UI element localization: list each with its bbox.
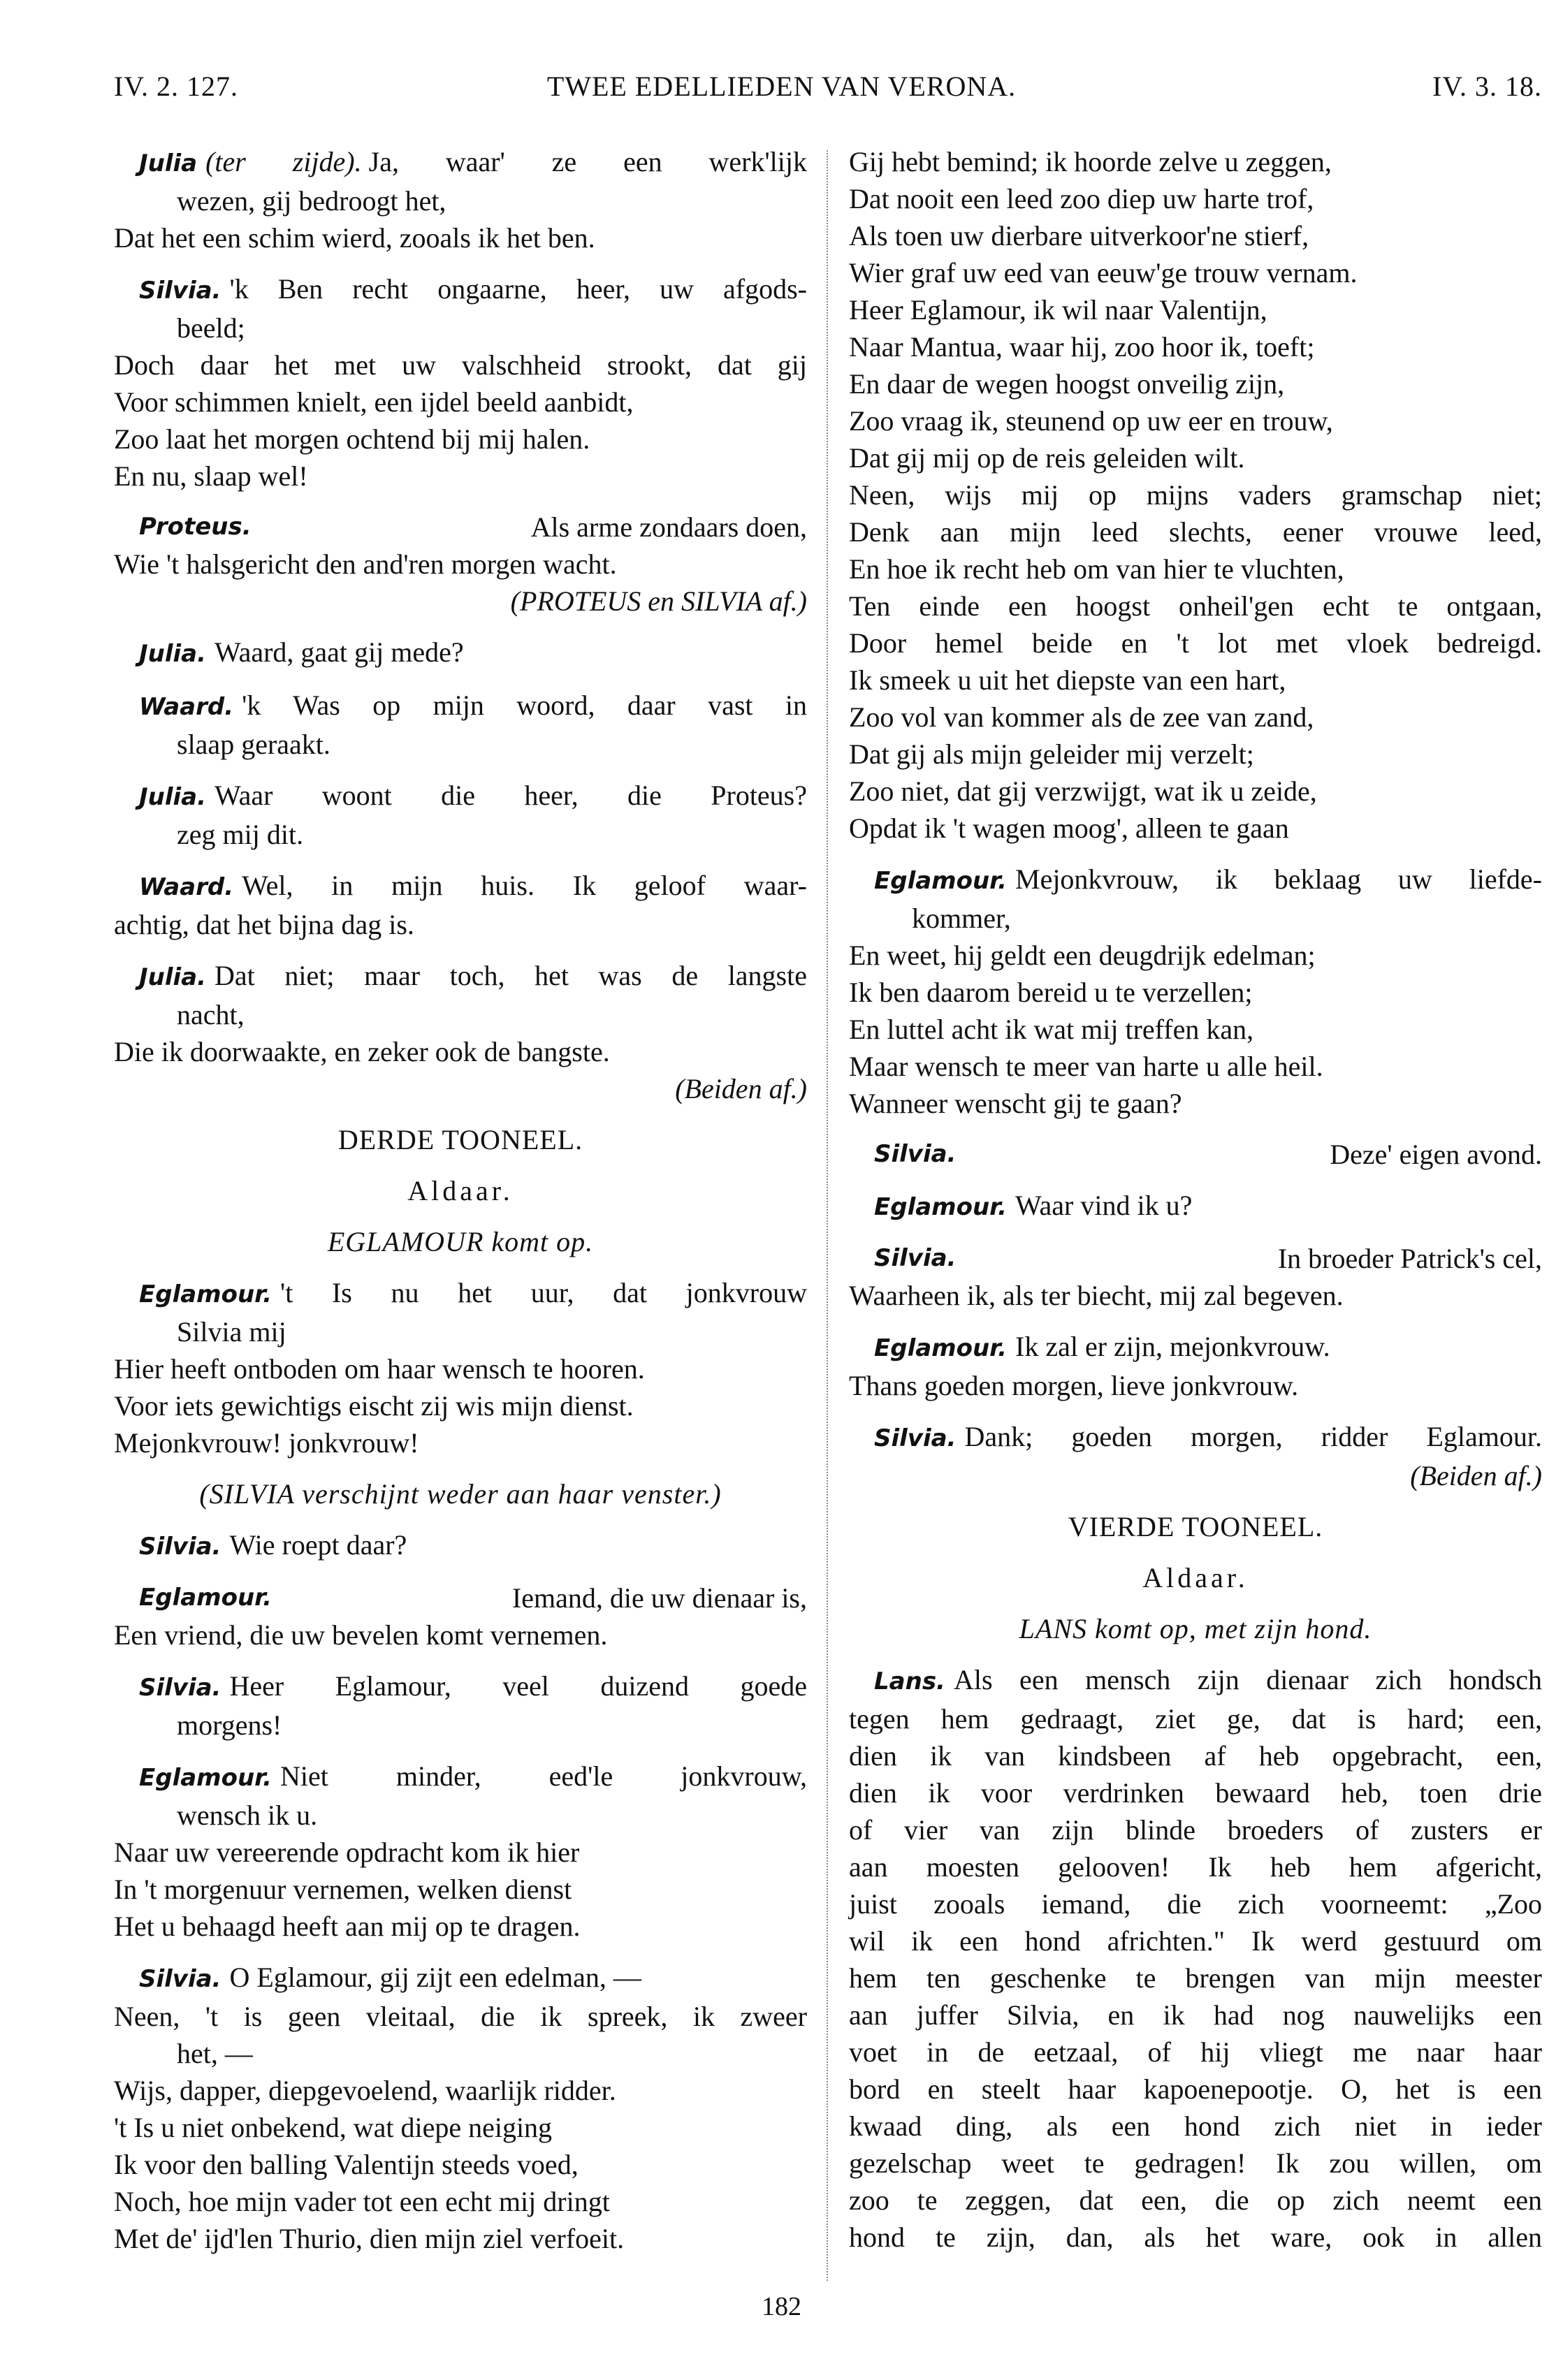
line-text: Ten einde een hoogst onheil'gen echt te ontgaan, (849, 590, 1542, 622)
text-line (849, 1996, 1542, 2034)
speaker-name: Julia. (139, 783, 207, 811)
speaker-name: Silvia. (874, 1140, 957, 1168)
text-line (849, 2034, 1542, 2071)
scene-heading (114, 1223, 807, 1260)
line-text: Die ik doorwaakte, en zeker ook de bangste. (114, 1036, 610, 1067)
text-line (114, 687, 807, 726)
speech-block (849, 1187, 1542, 1226)
running-header-right-ref: IV. 3. 18. (1432, 71, 1542, 102)
line-text: Zoo niet, dat gij verzwijgt, wat ik u zeide, (849, 775, 1317, 807)
speaker-name: Lans. (874, 1667, 945, 1695)
speaker-name: Julia (139, 149, 198, 177)
text-line (114, 1121, 807, 1158)
text-line (849, 587, 1542, 625)
line-text: Denk aan mijn leed slechts, eener vrouwe leed, (849, 516, 1542, 548)
line-text: hond te zijn, dan, als het ware, ook in allen (849, 2221, 1542, 2253)
scene-heading (849, 1508, 1542, 1545)
text-line (849, 439, 1542, 476)
text-line (849, 513, 1542, 550)
text-line (849, 1187, 1542, 1226)
text-line (114, 1797, 807, 1834)
speaker-name: Eglamour. (874, 1334, 1007, 1362)
line-text: zeg mij dit. (177, 819, 304, 850)
line-text: Heer Eglamour, ik wil naar Valentijn, (849, 294, 1267, 326)
line-text: Waar vind ik u? (1015, 1190, 1193, 1221)
line-text: Gij hebt bemind; ik hoorde zelve u zeggen, (849, 146, 1332, 177)
text-line (849, 736, 1542, 773)
line-text: 'k Was op mijn woord, daar vast in (242, 689, 807, 721)
speaker-name: Eglamour. (874, 867, 1007, 895)
speaker-name: Silvia. (874, 1424, 957, 1452)
line-text: Met de' ijd'len Thurio, dien mijn ziel verfoeit. (114, 2223, 625, 2254)
line-text: Doch daar het met uw valschheid strookt, dat gij (114, 349, 807, 381)
text-line (114, 1313, 807, 1350)
text-line (114, 777, 807, 816)
speaker-name: Julia. (139, 640, 207, 668)
text-line (114, 2035, 807, 2072)
line-text: Dat gij mij op de reis geleiden wilt. (849, 442, 1245, 474)
speech-block (849, 861, 1542, 1122)
text-line (849, 1922, 1542, 1959)
speaker-name: Waard. (139, 693, 234, 721)
text-line (114, 2183, 807, 2220)
text-line (849, 2219, 1542, 2256)
stage-direction: (Beiden af.) (1410, 1460, 1542, 1491)
line-text: kommer, (912, 903, 1011, 934)
line-text: Zoo vraag ik, steunend op uw eer en trouw, (849, 405, 1333, 437)
line-text: beeld; (177, 312, 245, 344)
speech-block (114, 1579, 807, 1653)
line-text: En luttel acht ik wat mij treffen kan, (849, 1014, 1254, 1045)
text-line (849, 2182, 1542, 2219)
line-text: Zoo laat het morgen ochtend bij mij halen. (114, 423, 590, 455)
text-line (849, 1085, 1542, 1122)
text-line (849, 1737, 1542, 1774)
text-line (849, 1700, 1542, 1737)
speech-block (114, 509, 807, 620)
text-line (849, 328, 1542, 365)
text-line (114, 996, 807, 1033)
line-text: slaap geraakt. (177, 729, 330, 760)
line-text: VIERDE TOONEEL. (1068, 1511, 1323, 1542)
line-text: Ik smeek u uit het diepste van een hart, (849, 664, 1286, 696)
text-line (114, 458, 807, 495)
text-line (114, 1526, 807, 1565)
text-line (849, 1011, 1542, 1048)
text-line (849, 217, 1542, 254)
text-line (849, 773, 1542, 810)
text-line (849, 1959, 1542, 1996)
text-line (114, 1579, 807, 1616)
line-text: Een vriend, die uw bevelen komt vernemen. (114, 1619, 608, 1651)
text-line (849, 2108, 1542, 2145)
text-line (114, 546, 807, 583)
line-text: juist zooals iemand, die zich voorneemt: „Zoo (849, 1888, 1542, 1920)
scene-heading (114, 1172, 807, 1209)
line-text: Aldaar. (407, 1175, 514, 1206)
line-text: In 't morgenuur vernemen, welken dienst (114, 1874, 572, 1905)
line-text: Als arme zondaars doen, (530, 511, 807, 543)
line-text: En nu, slaap wel! (114, 460, 308, 492)
text-line (114, 509, 807, 546)
text-line (849, 662, 1542, 699)
text-line (849, 1774, 1542, 1811)
line-text: wil ik een hond africhten." Ik werd gestuurd om (849, 1925, 1542, 1957)
line-text: Ik voor den balling Valentijn steeds voed, (114, 2149, 579, 2180)
line-text: Heer Eglamour, veel duizend goede (229, 1670, 807, 1702)
speech-block (114, 1526, 807, 1565)
speech-block (114, 634, 807, 673)
speech-block (114, 143, 807, 256)
speech-block (114, 687, 807, 763)
line-text: achtig, dat het bijna dag is. (114, 909, 414, 940)
line-text: Dat het een schim wierd, zooals ik het ben. (114, 222, 595, 254)
text-line (114, 1475, 807, 1512)
text-line (114, 957, 807, 996)
text-line (114, 1834, 807, 1871)
line-text: Wanneer wenscht gij te gaan? (849, 1088, 1182, 1119)
text-line (114, 1350, 807, 1387)
speaker-name: Eglamour. (874, 1193, 1007, 1221)
line-text: Maar wensch te meer van harte u alle heil. (849, 1051, 1323, 1082)
text-line (114, 1758, 807, 1797)
line-text: Silvia mij (177, 1316, 286, 1348)
text-line (114, 2109, 807, 2146)
line-text: Waard, gaat gij mede? (215, 636, 464, 668)
line-text: nacht, (177, 999, 245, 1030)
line-text: Ik zal er zijn, mejonkvrouw. (1015, 1331, 1330, 1362)
line-text: Aldaar. (1142, 1562, 1249, 1593)
line-text: Dat gij als mijn geleider mij verzelt; (849, 738, 1254, 770)
stage-direction: (PROTEUS en SILVIA af.) (510, 585, 807, 617)
text-line (849, 861, 1542, 900)
line-text: Wie 't halsgericht den and'ren morgen wacht. (114, 548, 617, 580)
line-text: Opdat ik 't wagen moog', alleen te gaan (849, 812, 1289, 844)
line-text: DERDE TOONEEL. (337, 1124, 583, 1155)
line-text: morgens! (177, 1709, 282, 1741)
text-line (114, 2072, 807, 2109)
speech-block (849, 1661, 1542, 2256)
speaker-name: Julia. (139, 963, 207, 991)
line-text: Hier heeft ontboden om haar wensch te hooren. (114, 1353, 645, 1385)
text-line (849, 1811, 1542, 1848)
line-text: Noch, hoe mijn vader tot een echt mij dringt (114, 2186, 610, 2217)
stage-direction: (SILVIA verschijnt weder aan haar venster.) (199, 1478, 722, 1510)
speech-block (114, 777, 807, 853)
text-line (114, 583, 807, 620)
line-text: Door hemel beide en 't lot met vloek bedreigd. (849, 627, 1542, 659)
speech-block (849, 1328, 1542, 1404)
speaker-name: Eglamour. (139, 1280, 272, 1308)
text-line (849, 810, 1542, 847)
line-text: O Eglamour, gij zijt een edelman, — (229, 1962, 641, 1993)
speaker-name: Proteus. (139, 513, 252, 541)
text-line (849, 180, 1542, 217)
text-line (849, 900, 1542, 937)
scene-heading (849, 1610, 1542, 1647)
line-text: Ja, waar' ze een werk'lijk (368, 146, 808, 177)
line-text: Neen, 't is geen vleitaal, die ik spreek, ik zweer (114, 2001, 807, 2032)
text-line (849, 143, 1542, 180)
line-text: of vier van zijn blinde broeders of zusters er (849, 1814, 1542, 1846)
text-line (114, 384, 807, 421)
line-text: Dat niet; maar toch, het was de langste (215, 960, 807, 991)
line-text: aan juffer Silvia, en ik had nog nauwelijks een (849, 1999, 1542, 2031)
line-text: aan moesten gelooven! Ik heb hem afgericht, (849, 1851, 1542, 1883)
speech-block (114, 1667, 807, 1744)
speaker-name: Silvia. (139, 1674, 221, 1702)
line-text: 't Is u niet onbekend, wat diepe neiging (114, 2112, 553, 2143)
line-text: voet in de eetzaal, of hij vliegt me naar haar (849, 2036, 1542, 2068)
text-line (114, 726, 807, 763)
text-line (849, 1885, 1542, 1922)
line-text: Naar uw vereerende opdracht kom ik hier (114, 1837, 580, 1868)
scene-heading (114, 1121, 807, 1158)
text-line (114, 867, 807, 906)
line-text: Mejonkvrouw! jonkvrouw! (114, 1427, 419, 1459)
text-line (849, 550, 1542, 587)
line-text: Wijs, dapper, diepgevoelend, waarlijk ridder. (114, 2075, 616, 2106)
text-line (114, 182, 807, 219)
stage-direction: LANS komt op, met zijn hond. (1019, 1613, 1372, 1644)
text-line (849, 1048, 1542, 1085)
line-text: En hoe ik recht heb om van hier te vluchten, (849, 553, 1344, 585)
line-text: het, — (177, 2038, 253, 2069)
text-line (849, 476, 1542, 513)
verse-block (849, 143, 1542, 847)
scene-heading (849, 1559, 1542, 1596)
text-line (849, 937, 1542, 974)
speech-block (114, 1959, 807, 2257)
line-text: Waar woont die heer, die Proteus? (215, 780, 807, 811)
line-text: Het u behaagd heeft aan mij op te dragen. (114, 1911, 581, 1942)
text-line (114, 1871, 807, 1908)
text-line (849, 1136, 1542, 1173)
text-line (849, 1848, 1542, 1885)
text-line (114, 634, 807, 673)
text-line (114, 1998, 807, 2035)
text-line (849, 1328, 1542, 1367)
text-line (849, 699, 1542, 736)
text-line (114, 1033, 807, 1070)
line-text: 't Is nu het uur, dat jonkvrouw (280, 1277, 807, 1308)
running-header-left-ref: IV. 2. 127. (114, 71, 239, 102)
line-text: Mejonkvrouw, ik beklaag uw liefde- (1015, 863, 1542, 895)
text-line (114, 1908, 807, 1945)
stage-direction: (Beiden af.) (675, 1073, 807, 1104)
line-text: hem ten geschenke te brengen van mijn meester (849, 1962, 1542, 1994)
text-line (114, 421, 807, 458)
line-text: En daar de wegen hoogst onveilig zijn, (849, 368, 1285, 400)
text-line (849, 365, 1542, 402)
line-text: Thans goeden morgen, lieve jonkvrouw. (849, 1370, 1299, 1401)
text-line (114, 1223, 807, 1260)
text-line (114, 1387, 807, 1424)
text-line (849, 2071, 1542, 2108)
line-text: wezen, gij bedroogt het, (177, 185, 446, 217)
text-line (849, 1367, 1542, 1404)
line-text: dien ik van kindsbeen af heb opgebracht, een, (849, 1740, 1542, 1772)
line-text: Neen, wijs mij op mijns vaders gramschap niet; (849, 479, 1542, 511)
speaker-name: Silvia. (139, 1965, 221, 1993)
text-line (849, 1457, 1542, 1494)
text-line (114, 270, 807, 309)
line-text: gezelschap weet te gedragen! Ik zou willen, om (849, 2147, 1542, 2179)
page-number: 182 (762, 2292, 801, 2321)
stage-aside: (ter zijde). (205, 146, 362, 177)
speaker-name: Silvia. (874, 1244, 957, 1272)
text-line (114, 906, 807, 943)
text-line (849, 974, 1542, 1011)
line-text: Waarheen ik, als ter biecht, mij zal begeven. (849, 1280, 1344, 1311)
line-text: Wie roept daar? (229, 1529, 407, 1561)
running-header-title: TWEE EDELLIEDEN VAN VERONA. (546, 71, 1017, 102)
text-line (114, 1616, 807, 1653)
speaker-name: Waard. (139, 873, 234, 901)
speaker-name: Silvia. (139, 1533, 221, 1561)
line-text: Dank; goeden morgen, ridder Eglamour. (964, 1421, 1542, 1452)
text-line (849, 402, 1542, 439)
line-text: Als een mensch zijn dienaar zich hondsch (953, 1664, 1542, 1695)
text-line (849, 1610, 1542, 1647)
speech-block (114, 957, 807, 1107)
column-divider (827, 150, 828, 2281)
line-text: bord en steelt haar kapoenepootje. O, het is een (849, 2073, 1542, 2105)
text-line (114, 2220, 807, 2257)
text-line (114, 219, 807, 256)
left-column (114, 143, 807, 2271)
line-text: Naar Mantua, waar hij, zoo hoor ik, toeft; (849, 331, 1315, 363)
text-line (114, 2146, 807, 2183)
line-text: Niet minder, eed'le jonkvrouw, (280, 1760, 807, 1792)
speech-block (849, 1136, 1542, 1173)
line-text: Dat nooit een leed zoo diep uw harte trof, (849, 183, 1314, 214)
line-text: zoo te zeggen, dat een, die op zich neemt een (849, 2184, 1542, 2216)
line-text: Zoo vol van kommer als de zee van zand, (849, 701, 1314, 733)
line-text: Ik ben daarom bereid u te verzellen; (849, 977, 1253, 1008)
text-line (114, 309, 807, 346)
line-text: wensch ik u. (177, 1799, 318, 1831)
text-line (114, 143, 807, 182)
line-text: Voor schimmen knielt, een ijdel beeld aanbidt, (114, 386, 634, 418)
line-text: tegen hem gedraagt, ziet ge, dat is hard; een, (849, 1703, 1542, 1735)
speech-block (114, 270, 807, 495)
line-text: Deze' eigen avond. (1330, 1139, 1542, 1170)
text-line (849, 1508, 1542, 1545)
text-line (114, 346, 807, 384)
text-line (849, 1661, 1542, 1700)
text-line (114, 1274, 807, 1313)
text-line (114, 1959, 807, 1998)
line-text: 'k Ben recht ongaarne, heer, uw afgods- (229, 273, 807, 305)
text-line (849, 2145, 1542, 2182)
text-line (849, 1418, 1542, 1457)
text-line (114, 816, 807, 853)
text-line (849, 291, 1542, 328)
speaker-name: Silvia. (139, 277, 221, 305)
text-line (849, 1240, 1542, 1277)
text-line (114, 1424, 807, 1461)
speech-block (114, 867, 807, 943)
text-line (849, 625, 1542, 662)
line-text: kwaad ding, als een hond zich niet in ieder (849, 2110, 1542, 2142)
speech-block (114, 1274, 807, 1461)
line-text: En weet, hij geldt een deugdrijk edelman; (849, 940, 1316, 971)
text-line (114, 1667, 807, 1707)
right-column (849, 143, 1542, 2270)
stage-direction: EGLAMOUR komt op. (327, 1226, 594, 1257)
speech-block (849, 1240, 1542, 1314)
line-text: In broeder Patrick's cel, (1277, 1243, 1542, 1274)
line-text: Iemand, die uw dienaar is, (511, 1582, 807, 1614)
text-line (849, 1559, 1542, 1596)
line-text: Als toen uw dierbare uitverkoor'ne stierf, (849, 220, 1309, 251)
text-line (849, 254, 1542, 291)
line-text: dien ik voor verdrinken bewaard heb, toen drie (849, 1777, 1542, 1809)
scene-heading (114, 1475, 807, 1512)
line-text: Voor iets gewichtigs eischt zij wis mijn dienst. (114, 1390, 634, 1422)
speaker-name: Eglamour. (139, 1584, 272, 1612)
speech-block (114, 1758, 807, 1945)
speaker-name: Eglamour. (139, 1764, 272, 1792)
text-line (114, 1172, 807, 1209)
text-line (114, 1070, 807, 1107)
line-text: Wier graf uw eed van eeuw'ge trouw vernam. (849, 257, 1358, 289)
text-line (114, 1707, 807, 1744)
speech-block (849, 1418, 1542, 1494)
text-line (849, 1277, 1542, 1314)
line-text: Wel, in mijn huis. Ik geloof waar- (242, 870, 807, 901)
